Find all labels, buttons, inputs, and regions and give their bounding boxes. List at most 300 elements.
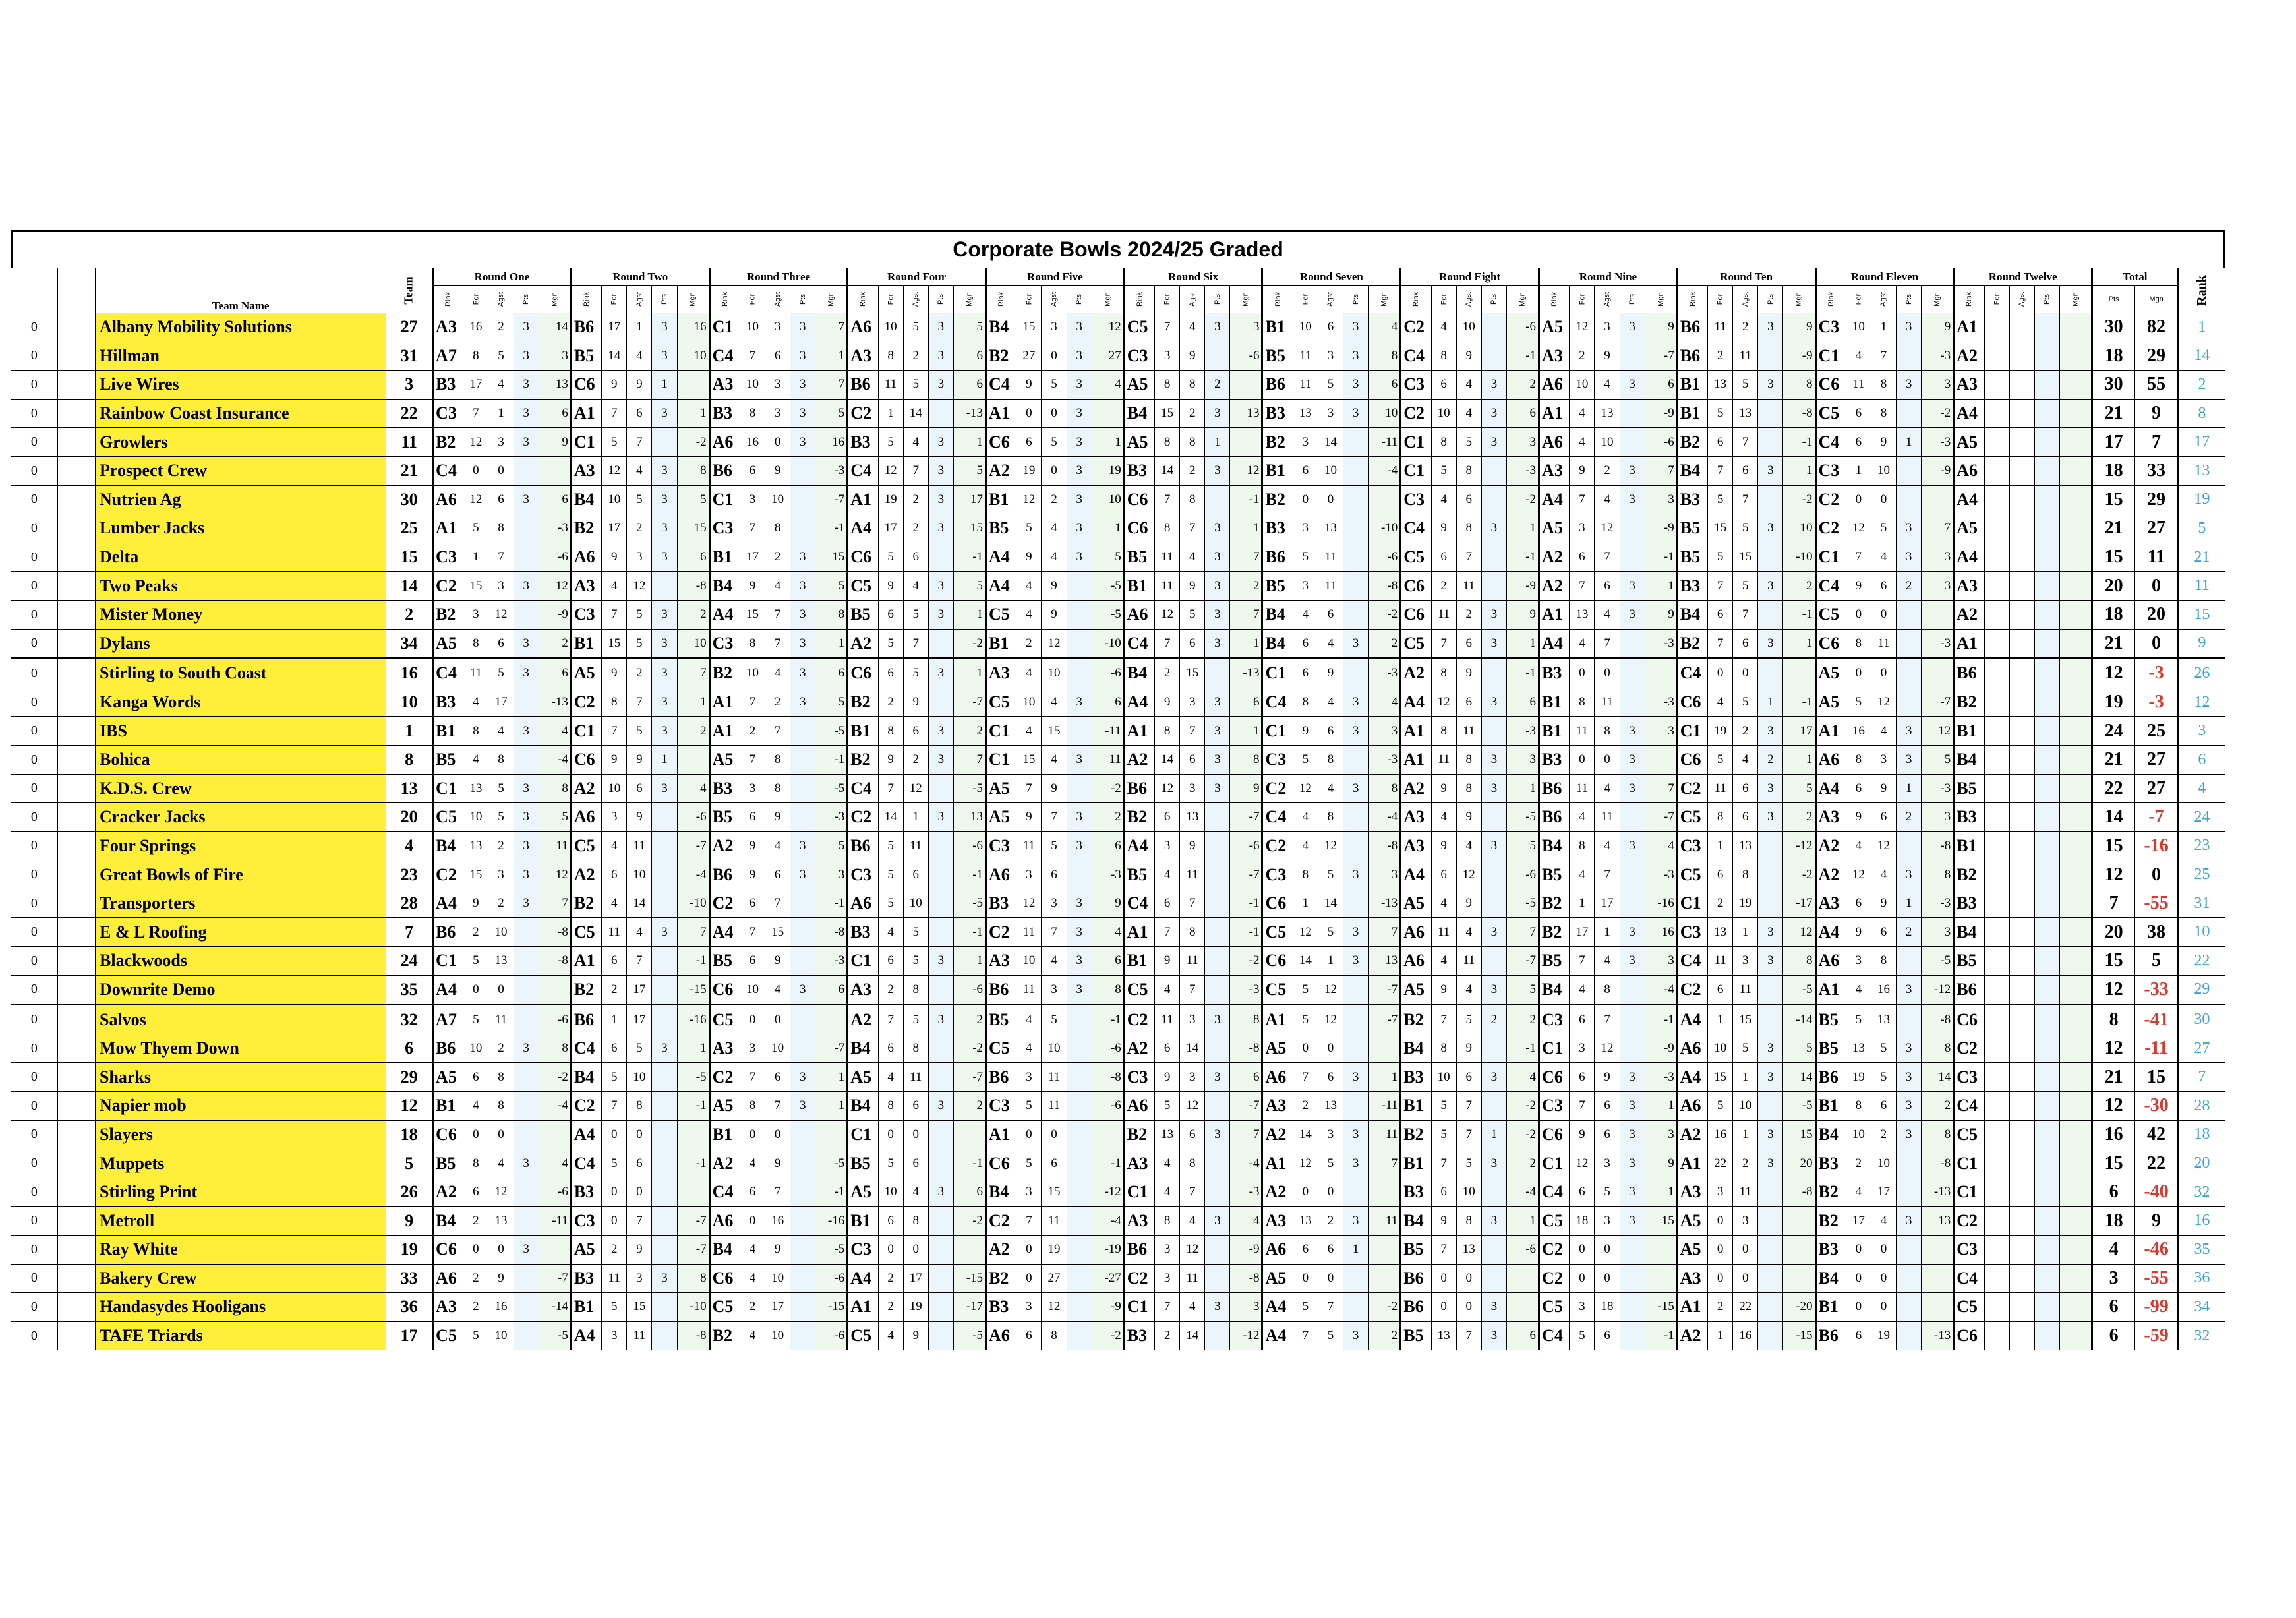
rink-cell: C1 <box>433 947 463 976</box>
mgn-cell: -1 <box>953 1149 986 1178</box>
mgn-cell: -5 <box>953 1321 986 1350</box>
agst-cell: 12 <box>903 774 928 803</box>
mgn-cell: -3 <box>1922 774 1954 803</box>
pts-cell: 3 <box>514 860 539 889</box>
rink-cell: C3 <box>1815 313 1846 342</box>
rink-cell: C4 <box>571 1149 601 1178</box>
agst-cell: 7 <box>1733 428 1758 457</box>
row-zero-value: 0 <box>11 313 58 342</box>
pts-cell: 3 <box>928 1178 953 1207</box>
rink-cell: A3 <box>1401 831 1431 860</box>
rank-cell: 22 <box>2178 947 2225 976</box>
total-mgn-cell: 27 <box>2135 514 2178 543</box>
row-zero-value: 0 <box>11 1092 58 1121</box>
pts-cell <box>2034 717 2059 746</box>
for-cell: 6 <box>878 947 903 976</box>
rink-cell: B6 <box>433 918 463 947</box>
mgn-cell <box>1506 1264 1539 1293</box>
team-number-cell: 35 <box>386 975 433 1005</box>
for-cell: 13 <box>1846 1034 1871 1063</box>
for-cell: 7 <box>1570 947 1595 976</box>
header-sub-rink <box>986 286 1016 313</box>
for-cell: 10 <box>463 803 488 832</box>
pts-cell <box>928 1293 953 1322</box>
mgn-cell: -13 <box>1922 1178 1954 1207</box>
agst-cell: 11 <box>1180 1264 1205 1293</box>
mgn-cell: 8 <box>1922 1034 1954 1063</box>
pts-cell: 3 <box>1897 717 1922 746</box>
rink-cell: C3 <box>1677 831 1707 860</box>
agst-cell: 0 <box>1871 1236 1896 1265</box>
pts-cell <box>1067 1178 1092 1207</box>
agst-cell: 5 <box>627 1034 652 1063</box>
agst-cell <box>2009 1178 2034 1207</box>
agst-cell: 6 <box>1733 803 1758 832</box>
pts-cell: 3 <box>652 342 677 371</box>
pts-cell: 3 <box>1343 717 1369 746</box>
rank-cell: 12 <box>2178 688 2225 717</box>
agst-cell: 7 <box>765 629 790 659</box>
mgn-cell: -4 <box>539 1092 571 1121</box>
pts-cell <box>2034 543 2059 572</box>
agst-cell: 3 <box>627 543 652 572</box>
for-cell: 11 <box>1155 1005 1180 1034</box>
agst-cell: 15 <box>1733 1005 1758 1034</box>
agst-cell: 4 <box>1318 629 1343 659</box>
mgn-cell: 1 <box>953 659 986 688</box>
for-cell: 6 <box>1431 543 1456 572</box>
header-sub-rink-label: Rink <box>1135 291 1144 307</box>
pts-cell: 3 <box>1343 860 1369 889</box>
mgn-cell: -1 <box>1645 1321 1677 1350</box>
row-zero-value: 0 <box>11 1293 58 1322</box>
rink-cell: A5 <box>1539 313 1570 342</box>
mgn-cell: 6 <box>1230 1063 1262 1092</box>
pts-cell: 3 <box>1205 745 1230 774</box>
rink-cell: C4 <box>1401 342 1431 371</box>
rink-cell: B5 <box>709 803 740 832</box>
for-cell: 6 <box>463 1063 488 1092</box>
agst-cell: 10 <box>765 1321 790 1350</box>
header-round-3: Round Three <box>709 268 848 286</box>
pts-cell <box>2034 629 2059 659</box>
rink-cell: B5 <box>1262 342 1293 371</box>
agst-cell: 12 <box>1318 831 1343 860</box>
for-cell: 19 <box>1708 717 1733 746</box>
pts-cell: 3 <box>514 313 539 342</box>
agst-cell: 8 <box>1456 774 1481 803</box>
header-sub-mgn-label: Mgn <box>1104 292 1112 307</box>
table-row <box>11 514 2225 543</box>
rink-cell: A3 <box>571 572 601 601</box>
for-cell: 4 <box>1016 1034 1042 1063</box>
row-blank-cell <box>57 1264 95 1293</box>
pts-cell <box>1067 717 1092 746</box>
total-pts-cell: 16 <box>2092 1120 2135 1149</box>
agst-cell: 13 <box>1595 399 1620 428</box>
pts-cell <box>1343 975 1369 1005</box>
mgn-cell: -8 <box>1922 1005 1954 1034</box>
for-cell: 7 <box>740 688 765 717</box>
pts-cell <box>652 1178 677 1207</box>
agst-cell: 19 <box>1733 889 1758 918</box>
for-cell: 4 <box>1293 803 1318 832</box>
rink-cell: B6 <box>433 1034 463 1063</box>
mgn-cell <box>1369 1236 1401 1265</box>
for-cell: 2 <box>878 975 903 1005</box>
pts-cell: 3 <box>1067 803 1092 832</box>
for-cell: 2 <box>740 717 765 746</box>
for-cell: 5 <box>1846 1005 1871 1034</box>
pts-cell <box>790 803 815 832</box>
row-zero-value: 0 <box>11 1264 58 1293</box>
pts-cell <box>652 1293 677 1322</box>
rink-cell: C2 <box>986 1207 1016 1236</box>
mgn-cell: -1 <box>1783 428 1815 457</box>
pts-cell: 3 <box>514 428 539 457</box>
for-cell: 8 <box>1431 342 1456 371</box>
rink-cell: C2 <box>571 1092 601 1121</box>
pts-cell: 3 <box>514 485 539 514</box>
agst-cell: 8 <box>1180 485 1205 514</box>
for-cell <box>1984 313 2009 342</box>
pts-cell: 3 <box>652 629 677 659</box>
mgn-cell: 2 <box>677 600 709 629</box>
pts-cell: 3 <box>1758 629 1783 659</box>
for-cell: 17 <box>1846 1207 1871 1236</box>
pts-cell <box>1620 889 1645 918</box>
agst-cell: 7 <box>1733 485 1758 514</box>
mgn-cell: 6 <box>539 399 571 428</box>
mgn-cell: 2 <box>1092 803 1124 832</box>
rink-cell: C3 <box>1401 485 1431 514</box>
team-number-cell: 14 <box>386 572 433 601</box>
agst-cell: 11 <box>1733 342 1758 371</box>
agst-cell <box>2009 514 2034 543</box>
table-row <box>11 485 2225 514</box>
rink-cell: B4 <box>1124 659 1154 688</box>
pts-cell: 3 <box>1067 371 1092 400</box>
mgn-cell: 6 <box>1230 688 1262 717</box>
agst-cell: 12 <box>1318 1005 1343 1034</box>
rink-cell: C1 <box>1262 717 1293 746</box>
rink-cell: B5 <box>1401 1321 1431 1350</box>
for-cell: 1 <box>1570 889 1595 918</box>
pts-cell <box>1897 456 1922 485</box>
agst-cell <box>2009 1264 2034 1293</box>
mgn-cell: 4 <box>1369 688 1401 717</box>
row-blank-cell <box>57 1293 95 1322</box>
agst-cell: 11 <box>1180 947 1205 976</box>
total-mgn-cell: 22 <box>2135 1149 2178 1178</box>
row-zero-value: 0 <box>11 860 58 889</box>
rink-cell: A5 <box>433 629 463 659</box>
pts-cell: 3 <box>1481 514 1506 543</box>
agst-cell: 22 <box>1733 1293 1758 1322</box>
rink-cell: C1 <box>1954 1149 1984 1178</box>
mgn-cell: -7 <box>677 1207 709 1236</box>
for-cell: 5 <box>602 428 627 457</box>
pts-cell: 3 <box>1758 947 1783 976</box>
agst-cell: 0 <box>1871 485 1896 514</box>
agst-cell: 0 <box>1042 399 1067 428</box>
agst-cell: 6 <box>765 342 790 371</box>
team-number-cell: 2 <box>386 600 433 629</box>
for-cell: 7 <box>1570 572 1595 601</box>
pts-cell: 3 <box>1897 514 1922 543</box>
mgn-cell: 6 <box>1506 688 1539 717</box>
for-cell: 4 <box>1016 717 1042 746</box>
total-pts-cell: 24 <box>2092 717 2135 746</box>
agst-cell: 4 <box>488 717 514 746</box>
pts-cell: 3 <box>1067 313 1092 342</box>
pts-cell: 3 <box>1067 456 1092 485</box>
for-cell: 9 <box>1570 456 1595 485</box>
agst-cell: 4 <box>1871 543 1896 572</box>
mgn-cell: 5 <box>1783 1034 1815 1063</box>
mgn-cell: 10 <box>1783 514 1815 543</box>
agst-cell: 4 <box>765 831 790 860</box>
pts-cell <box>1205 1236 1230 1265</box>
pts-cell: 3 <box>1758 371 1783 400</box>
table-row <box>11 889 2225 918</box>
team-name-cell: Transporters <box>96 889 386 918</box>
mgn-cell <box>2059 688 2092 717</box>
agst-cell: 0 <box>1871 659 1896 688</box>
mgn-cell: -8 <box>1783 399 1815 428</box>
agst-cell: 7 <box>627 1207 652 1236</box>
pts-cell <box>1067 1236 1092 1265</box>
rink-cell: A2 <box>848 1005 878 1034</box>
pts-cell <box>1343 1034 1369 1063</box>
agst-cell: 0 <box>1318 485 1343 514</box>
row-zero-value: 0 <box>11 831 58 860</box>
rink-cell: A4 <box>1262 1321 1293 1350</box>
mgn-cell: -6 <box>1506 860 1539 889</box>
for-cell: 16 <box>1846 717 1871 746</box>
for-cell: 0 <box>1708 659 1733 688</box>
rink-cell: A2 <box>1401 659 1431 688</box>
rink-cell: C4 <box>1815 428 1846 457</box>
pts-cell <box>928 1149 953 1178</box>
for-cell: 6 <box>1293 659 1318 688</box>
for-cell: 12 <box>1016 485 1042 514</box>
rink-cell: C5 <box>1401 629 1431 659</box>
header-sub-pts <box>1067 286 1092 313</box>
header-sub-mgn <box>953 286 986 313</box>
rink-cell: B1 <box>1124 572 1154 601</box>
total-pts-cell: 4 <box>2092 1236 2135 1265</box>
mgn-cell: -2 <box>1369 1293 1401 1322</box>
mgn-cell: 13 <box>1922 1207 1954 1236</box>
header-sub-agst <box>1318 286 1343 313</box>
rink-cell: C4 <box>1262 688 1293 717</box>
agst-cell: 9 <box>1595 342 1620 371</box>
rink-cell: C3 <box>1539 1005 1570 1034</box>
mgn-cell: 5 <box>953 456 986 485</box>
pts-cell: 3 <box>790 399 815 428</box>
rink-cell: C6 <box>986 1149 1016 1178</box>
agst-cell: 6 <box>1456 485 1481 514</box>
header-sub-mgn <box>1645 286 1677 313</box>
agst-cell: 7 <box>1456 1321 1481 1350</box>
rink-cell: A3 <box>848 342 878 371</box>
pts-cell <box>1481 1178 1506 1207</box>
rink-cell: B2 <box>848 688 878 717</box>
mgn-cell: -5 <box>953 889 986 918</box>
pts-cell: 3 <box>652 456 677 485</box>
agst-cell: 0 <box>1595 1264 1620 1293</box>
for-cell: 5 <box>878 428 903 457</box>
rink-cell: B2 <box>1539 889 1570 918</box>
pts-cell <box>1481 1264 1506 1293</box>
mgn-cell: -9 <box>1922 456 1954 485</box>
agst-cell: 4 <box>1180 313 1205 342</box>
mgn-cell <box>539 1236 571 1265</box>
pts-cell <box>1205 860 1230 889</box>
rink-cell: A3 <box>1401 803 1431 832</box>
rink-cell: C5 <box>1539 1207 1570 1236</box>
for-cell: 10 <box>878 313 903 342</box>
mgn-cell <box>1369 1178 1401 1207</box>
agst-cell: 6 <box>1042 1149 1067 1178</box>
agst-cell: 1 <box>1733 918 1758 947</box>
rink-cell: B1 <box>1954 717 1984 746</box>
pts-cell: 3 <box>1620 1092 1645 1121</box>
mgn-cell: 9 <box>1922 313 1954 342</box>
pts-cell <box>514 1120 539 1149</box>
row-blank-cell <box>57 889 95 918</box>
mgn-cell <box>1922 1293 1954 1322</box>
for-cell: 2 <box>1846 1149 1871 1178</box>
for-cell: 5 <box>1431 456 1456 485</box>
mgn-cell: -4 <box>1645 975 1677 1005</box>
rink-cell: B4 <box>1262 629 1293 659</box>
for-cell: 9 <box>602 543 627 572</box>
pts-cell <box>928 975 953 1005</box>
pts-cell <box>1758 1092 1783 1121</box>
rink-cell: C5 <box>848 572 878 601</box>
for-cell: 11 <box>1293 371 1318 400</box>
for-cell: 7 <box>740 342 765 371</box>
agst-cell: 1 <box>1733 1063 1758 1092</box>
agst-cell: 4 <box>1595 371 1620 400</box>
pts-cell: 3 <box>1758 717 1783 746</box>
rink-cell: A6 <box>709 428 740 457</box>
mgn-cell: 1 <box>815 342 848 371</box>
pts-cell <box>1481 803 1506 832</box>
rink-cell: C1 <box>1815 342 1846 371</box>
mgn-cell: -3 <box>1092 860 1124 889</box>
agst-cell: 0 <box>765 1005 790 1034</box>
pts-cell: 3 <box>1205 543 1230 572</box>
mgn-cell: -3 <box>1369 659 1401 688</box>
rink-cell: B2 <box>709 659 740 688</box>
for-cell: 5 <box>878 629 903 659</box>
header-sub-for-label: For <box>887 293 895 305</box>
team-name-cell: Metroll <box>96 1207 386 1236</box>
rink-cell: C3 <box>1815 456 1846 485</box>
header-sub-rink <box>848 286 878 313</box>
mgn-cell: 4 <box>1369 313 1401 342</box>
agst-cell: 12 <box>488 600 514 629</box>
team-name-cell: Albany Mobility Solutions <box>96 313 386 342</box>
mgn-cell: 10 <box>677 629 709 659</box>
row-zero-value: 0 <box>11 918 58 947</box>
rink-cell: C6 <box>1539 1120 1570 1149</box>
mgn-cell <box>1922 1264 1954 1293</box>
pts-cell <box>1205 659 1230 688</box>
for-cell: 3 <box>740 1034 765 1063</box>
agst-cell: 7 <box>627 947 652 976</box>
rink-cell: B4 <box>1539 975 1570 1005</box>
agst-cell: 2 <box>488 1034 514 1063</box>
for-cell: 9 <box>1155 1063 1180 1092</box>
agst-cell: 0 <box>1456 1264 1481 1293</box>
mgn-cell: 6 <box>815 975 848 1005</box>
mgn-cell: -1 <box>1645 1005 1677 1034</box>
pts-cell: 3 <box>1620 745 1645 774</box>
rink-cell: B2 <box>571 975 601 1005</box>
pts-cell: 3 <box>1343 1063 1369 1092</box>
agst-cell <box>2009 371 2034 400</box>
for-cell: 7 <box>602 600 627 629</box>
mgn-cell: 3 <box>815 860 848 889</box>
agst-cell: 15 <box>1733 543 1758 572</box>
rink-cell: A3 <box>433 313 463 342</box>
for-cell: 5 <box>878 889 903 918</box>
rink-cell: B3 <box>1262 514 1293 543</box>
for-cell: 10 <box>740 371 765 400</box>
for-cell: 11 <box>1431 745 1456 774</box>
for-cell: 9 <box>1431 1207 1456 1236</box>
pts-cell: 3 <box>928 659 953 688</box>
agst-cell: 7 <box>765 600 790 629</box>
for-cell: 14 <box>1155 745 1180 774</box>
agst-cell: 4 <box>765 975 790 1005</box>
for-cell: 17 <box>602 313 627 342</box>
pts-cell: 3 <box>1758 514 1783 543</box>
agst-cell: 10 <box>627 1063 652 1092</box>
for-cell: 5 <box>1293 543 1318 572</box>
agst-cell: 7 <box>1180 889 1205 918</box>
pts-cell <box>790 1178 815 1207</box>
header-sub-mgn-label: Mgn <box>1794 292 1803 307</box>
rink-cell: C2 <box>1815 485 1846 514</box>
mgn-cell: 6 <box>1092 688 1124 717</box>
for-cell: 3 <box>1708 1178 1733 1207</box>
agst-cell: 8 <box>1318 745 1343 774</box>
agst-cell: 6 <box>903 717 928 746</box>
pts-cell <box>1758 1236 1783 1265</box>
header-sub-pts-label: Pts <box>1904 294 1913 305</box>
pts-cell: 3 <box>928 572 953 601</box>
pts-cell: 3 <box>790 428 815 457</box>
agst-cell: 1 <box>1318 947 1343 976</box>
for-cell: 9 <box>1016 371 1042 400</box>
row-zero-value: 0 <box>11 543 58 572</box>
mgn-cell <box>1783 1264 1815 1293</box>
for-cell: 7 <box>1293 1063 1318 1092</box>
pts-cell: 3 <box>1205 572 1230 601</box>
agst-cell: 5 <box>1042 428 1067 457</box>
agst-cell: 4 <box>488 371 514 400</box>
rink-cell: C6 <box>1262 947 1293 976</box>
agst-cell: 7 <box>903 456 928 485</box>
mgn-cell: 13 <box>539 371 571 400</box>
rink-cell: C2 <box>1539 1264 1570 1293</box>
total-mgn-cell: 55 <box>2135 371 2178 400</box>
